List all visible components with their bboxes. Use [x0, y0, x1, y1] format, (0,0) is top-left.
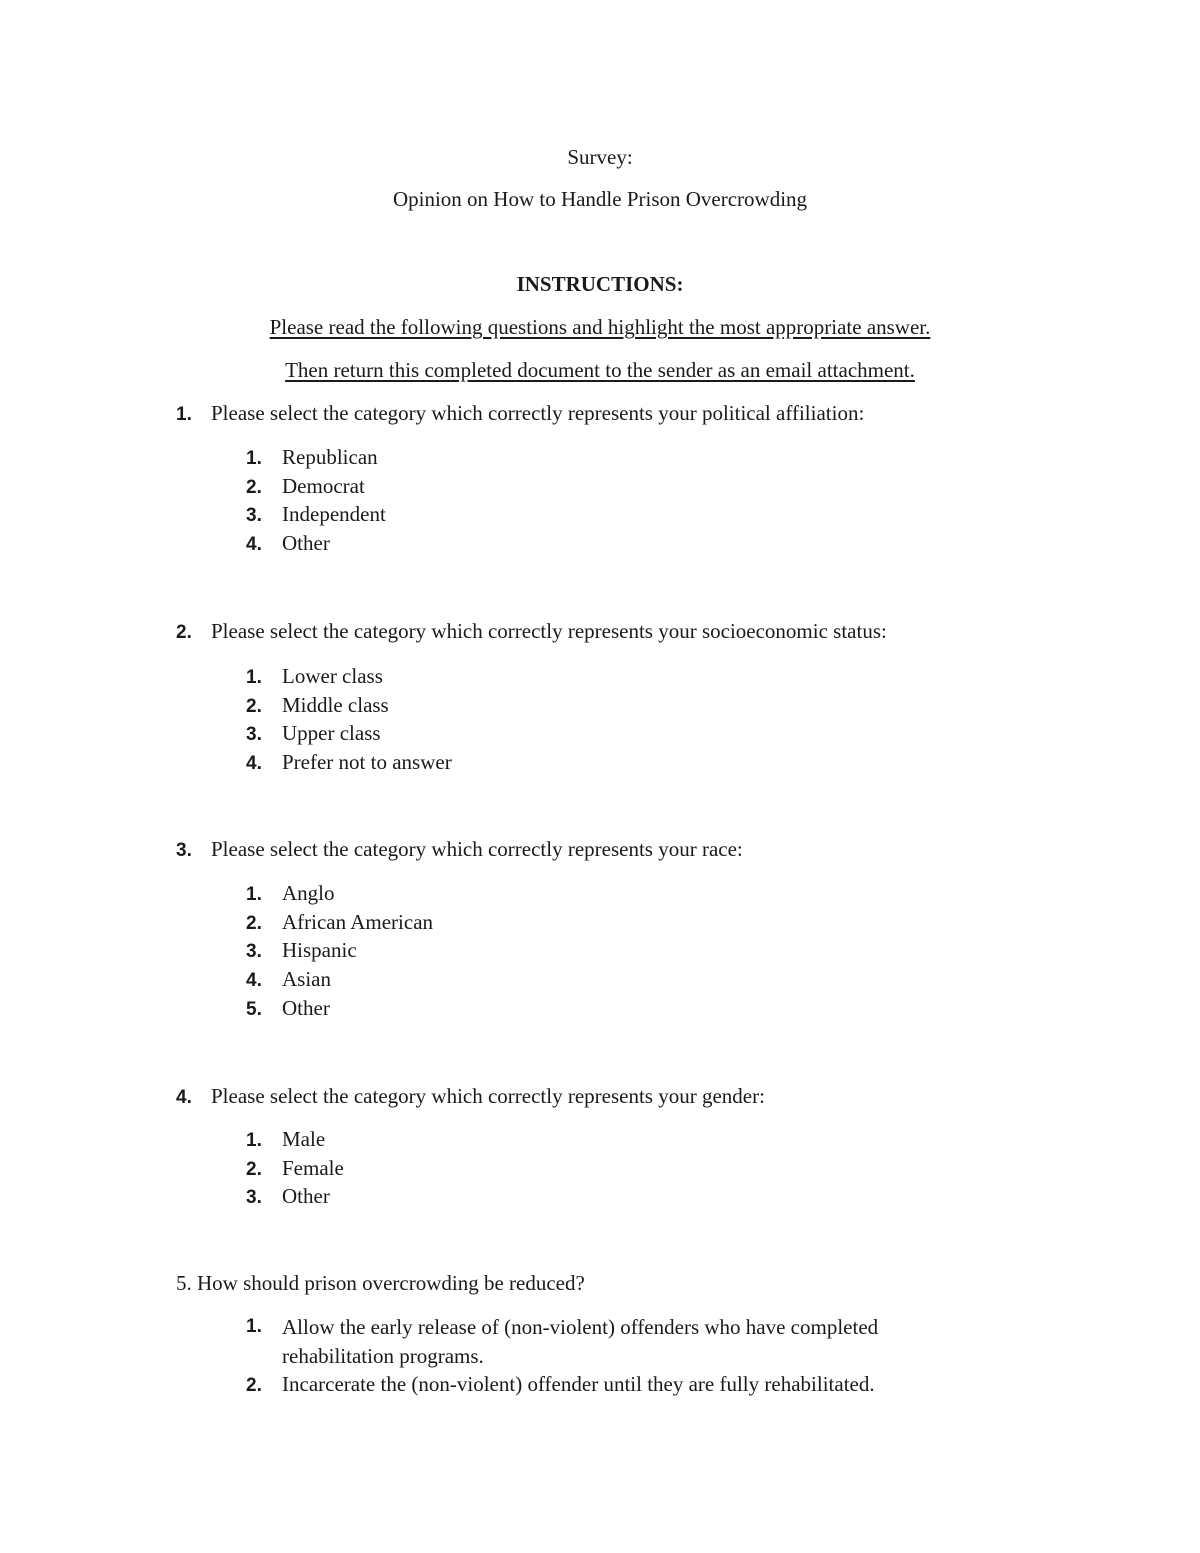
answer-option[interactable]: [246, 500, 386, 529]
option-text: Asian: [282, 967, 331, 992]
option-text: Other: [282, 531, 330, 556]
survey-label: Survey:: [567, 145, 633, 169]
option-text: Other: [282, 995, 330, 1020]
option-text: Middle class: [282, 692, 389, 717]
question-text: How should prison overcrowding be reduced?: [197, 1271, 585, 1295]
answer-option[interactable]: [246, 1182, 344, 1211]
answer-option[interactable]: [246, 1154, 344, 1183]
answer-option[interactable]: [246, 691, 452, 720]
option-number: 2.: [246, 1158, 262, 1180]
question-3: [176, 836, 743, 864]
option-text: Hispanic: [282, 938, 357, 963]
answer-option[interactable]: [246, 994, 433, 1023]
instruction-line-2: Then return this completed document to the sender as an email attachment.: [285, 358, 915, 382]
option-text: Female: [282, 1155, 344, 1180]
option-number: 3.: [246, 505, 262, 527]
answer-option[interactable]: [246, 443, 386, 472]
option-number: 2.: [246, 695, 262, 717]
option-text: Other: [282, 1184, 330, 1209]
answer-option[interactable]: [246, 879, 433, 908]
option-number: 4.: [246, 534, 262, 556]
question-number: 5.: [176, 1271, 192, 1295]
option-text: Independent: [282, 502, 386, 527]
question-text: Please select the category which correctly represents your socioeconomic status:: [211, 619, 887, 643]
option-number: 1.: [246, 667, 262, 688]
option-text: Prefer not to answer: [282, 750, 452, 775]
option-number: 1.: [246, 1316, 262, 1337]
option-number: 2.: [246, 1375, 262, 1397]
question-text: Please select the category which correctly represents your political affiliation:: [211, 401, 865, 425]
question-1: [176, 400, 864, 428]
instruction-line-1: Please read the following questions and highlight the most appropriate answer.: [269, 315, 931, 339]
answer-option[interactable]: [246, 748, 452, 777]
question-5: [176, 1270, 585, 1296]
option-text: Lower class: [282, 664, 383, 688]
option-number: 3.: [246, 941, 262, 963]
instructions-heading: INSTRUCTIONS:: [516, 272, 684, 296]
question-number: 2.: [176, 622, 192, 643]
option-text: Incarcerate the (non-violent) offender until they are fully rehabilitated.: [282, 1372, 875, 1397]
option-number: 1.: [246, 448, 262, 469]
option-number: 4.: [246, 970, 262, 992]
option-number: 1.: [246, 884, 262, 905]
option-number: 3.: [246, 1187, 262, 1209]
option-number: 2.: [246, 476, 262, 498]
option-text: Male: [282, 1127, 326, 1151]
question-number: 1.: [176, 404, 192, 425]
option-text: Democrat: [282, 473, 365, 498]
survey-title: Opinion on How to Handle Prison Overcrowding: [392, 187, 808, 211]
question-number: 3.: [176, 840, 192, 861]
question-4-options: [246, 1125, 344, 1211]
answer-option[interactable]: [246, 965, 433, 994]
answer-option[interactable]: [246, 1125, 344, 1154]
question-number: 4.: [176, 1087, 192, 1108]
answer-option[interactable]: [246, 719, 452, 748]
option-text: Allow the early release of (non-violent) offenders who have completed rehabilitation programs.: [282, 1315, 879, 1368]
option-text: African American: [282, 909, 434, 934]
question-2: [176, 618, 887, 646]
option-number: 1.: [246, 1130, 262, 1151]
option-text: Republican: [282, 445, 378, 469]
answer-option[interactable]: [246, 662, 452, 691]
option-text: Upper class: [282, 721, 381, 746]
option-number: 3.: [246, 724, 262, 746]
answer-option[interactable]: [246, 1313, 966, 1370]
question-2-options: [246, 662, 452, 777]
answer-option[interactable]: [246, 908, 433, 937]
answer-option[interactable]: [246, 936, 433, 965]
question-text: Please select the category which correctly represents your gender:: [211, 1084, 765, 1108]
answer-option[interactable]: [246, 529, 386, 558]
option-number: 4.: [246, 753, 262, 775]
option-number: 2.: [246, 912, 262, 934]
question-4: [176, 1083, 765, 1111]
option-number: 5.: [246, 998, 262, 1020]
question-3-options: [246, 879, 433, 1022]
answer-option[interactable]: [246, 472, 386, 501]
option-text: Anglo: [282, 881, 335, 905]
question-5-options: [246, 1313, 966, 1399]
answer-option[interactable]: [246, 1370, 966, 1399]
question-1-options: [246, 443, 386, 558]
question-text: Please select the category which correctly represents your race:: [211, 837, 743, 861]
